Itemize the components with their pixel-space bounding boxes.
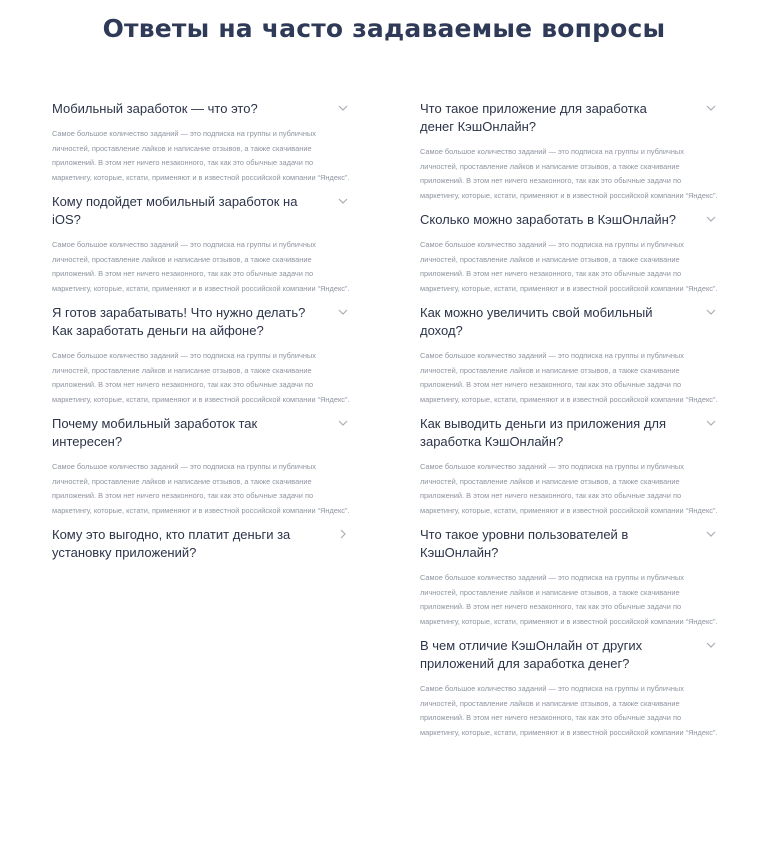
- chevron-down-icon: [336, 101, 350, 115]
- faq-answer: Самое большое количество заданий — это подписка на группы и публичных личностей, проставление лайков и написание отзывов, а также скачивание приложений. В этом нет ничего незаконного, так как это обычные задачи по маркетингу, которые, кстати, применяют и в известной российской компании “Яндекс”.: [52, 240, 350, 293]
- faq-question: В чем отличие КэшОнлайн от других приложений для заработка денег?: [420, 638, 643, 671]
- faq-question: Сколько можно заработать в КэшОнлайн?: [420, 212, 677, 227]
- faq-answer: Самое большое количество заданий — это подписка на группы и публичных личностей, проставление лайков и написание отзывов, а также скачивание приложений. В этом нет ничего незаконного, так как это обычные задачи по маркетингу, которые, кстати, применяют и в известной российской компании “Яндекс”.: [420, 684, 718, 737]
- faq-question: Что такое уровни пользователей в КэшОнлайн?: [420, 527, 629, 560]
- faq-question: Что такое приложение для заработка денег КэшОнлайн?: [420, 101, 647, 134]
- chevron-down-icon: [336, 305, 350, 319]
- faq-question: Как выводить деньги из приложения для заработка КэшОнлайн?: [420, 416, 667, 449]
- faq-question-toggle[interactable]: [420, 304, 720, 340]
- page-title: Ответы на часто задаваемые вопросы: [102, 14, 666, 43]
- faq-question-toggle[interactable]: [420, 211, 720, 229]
- faq-question: Кому подойдет мобильный заработок на iOS?: [52, 194, 298, 227]
- faq-question-toggle[interactable]: [52, 304, 352, 340]
- faq-answer: Самое большое количество заданий — это подписка на группы и публичных личностей, проставление лайков и написание отзывов, а также скачивание приложений. В этом нет ничего незаконного, так как это обычные задачи по маркетингу, которые, кстати, применяют и в известной российской компании “Яндекс”.: [420, 240, 718, 293]
- faq-question-toggle[interactable]: [52, 193, 352, 229]
- faq-item: [420, 415, 720, 518]
- faq-item: [52, 415, 352, 518]
- faq-question-toggle[interactable]: [52, 526, 352, 562]
- faq-answer: Самое большое количество заданий — это подписка на группы и публичных личностей, проставление лайков и написание отзывов, а также скачивание приложений. В этом нет ничего незаконного, так как это обычные задачи по маркетингу, которые, кстати, применяют и в известной российской компании “Яндекс”.: [420, 147, 718, 200]
- faq-answer: Самое большое количество заданий — это подписка на группы и публичных личностей, проставление лайков и написание отзывов, а также скачивание приложений. В этом нет ничего незаконного, так как это обычные задачи по маркетингу, которые, кстати, применяют и в известной российской компании “Яндекс”.: [52, 351, 350, 404]
- faq-answer: Самое большое количество заданий — это подписка на группы и публичных личностей, проставление лайков и написание отзывов, а также скачивание приложений. В этом нет ничего незаконного, так как это обычные задачи по маркетингу, которые, кстати, применяют и в известной российской компании “Яндекс”.: [420, 351, 718, 404]
- faq-item: [420, 211, 720, 296]
- faq-item: [52, 526, 352, 562]
- faq-question: Почему мобильный заработок так интересен?: [52, 416, 258, 449]
- chevron-down-icon: [704, 527, 718, 541]
- faq-column-left: [52, 100, 352, 562]
- chevron-down-icon: [704, 638, 718, 652]
- faq-question: Как можно увеличить свой мобильный доход?: [420, 305, 653, 338]
- faq-question-toggle[interactable]: [420, 415, 720, 451]
- chevron-down-icon: [336, 194, 350, 208]
- faq-answer: Самое большое количество заданий — это подписка на группы и публичных личностей, проставление лайков и написание отзывов, а также скачивание приложений. В этом нет ничего незаконного, так как это обычные задачи по маркетингу, которые, кстати, применяют и в известной российской компании “Яндекс”.: [420, 462, 718, 515]
- chevron-down-icon: [704, 212, 718, 226]
- faq-answer: Самое большое количество заданий — это подписка на группы и публичных личностей, проставление лайков и написание отзывов, а также скачивание приложений. В этом нет ничего незаконного, так как это обычные задачи по маркетингу, которые, кстати, применяют и в известной российской компании “Яндекс”.: [420, 573, 718, 626]
- faq-item: [420, 526, 720, 629]
- faq-item: [420, 637, 720, 740]
- chevron-right-icon: [336, 527, 350, 541]
- faq-question-toggle[interactable]: [420, 637, 720, 673]
- chevron-down-icon: [704, 416, 718, 430]
- faq-question: Мобильный заработок — что это?: [52, 101, 258, 116]
- faq-question: Кому это выгодно, кто платит деньги за установку приложений?: [52, 527, 291, 560]
- faq-question: Я готов зарабатывать! Что нужно делать? Как заработать деньги на айфоне?: [52, 305, 306, 338]
- chevron-down-icon: [704, 305, 718, 319]
- faq-question-toggle[interactable]: [420, 526, 720, 562]
- faq-column-right: [420, 100, 720, 740]
- faq-item: [420, 100, 720, 203]
- faq-question-toggle[interactable]: [52, 415, 352, 451]
- faq-item: [52, 193, 352, 296]
- chevron-down-icon: [336, 416, 350, 430]
- faq-question-toggle[interactable]: [420, 100, 720, 136]
- faq-item: [52, 304, 352, 407]
- faq-answer: Самое большое количество заданий — это подписка на группы и публичных личностей, проставление лайков и написание отзывов, а также скачивание приложений. В этом нет ничего незаконного, так как это обычные задачи по маркетингу, которые, кстати, применяют и в известной российской компании “Яндекс”.: [52, 129, 350, 182]
- faq-question-toggle[interactable]: [52, 100, 352, 118]
- faq-answer: Самое большое количество заданий — это подписка на группы и публичных личностей, проставление лайков и написание отзывов, а также скачивание приложений. В этом нет ничего незаконного, так как это обычные задачи по маркетингу, которые, кстати, применяют и в известной российской компании “Яндекс”.: [52, 462, 350, 515]
- faq-item: [52, 100, 352, 185]
- chevron-down-icon: [704, 101, 718, 115]
- faq-item: [420, 304, 720, 407]
